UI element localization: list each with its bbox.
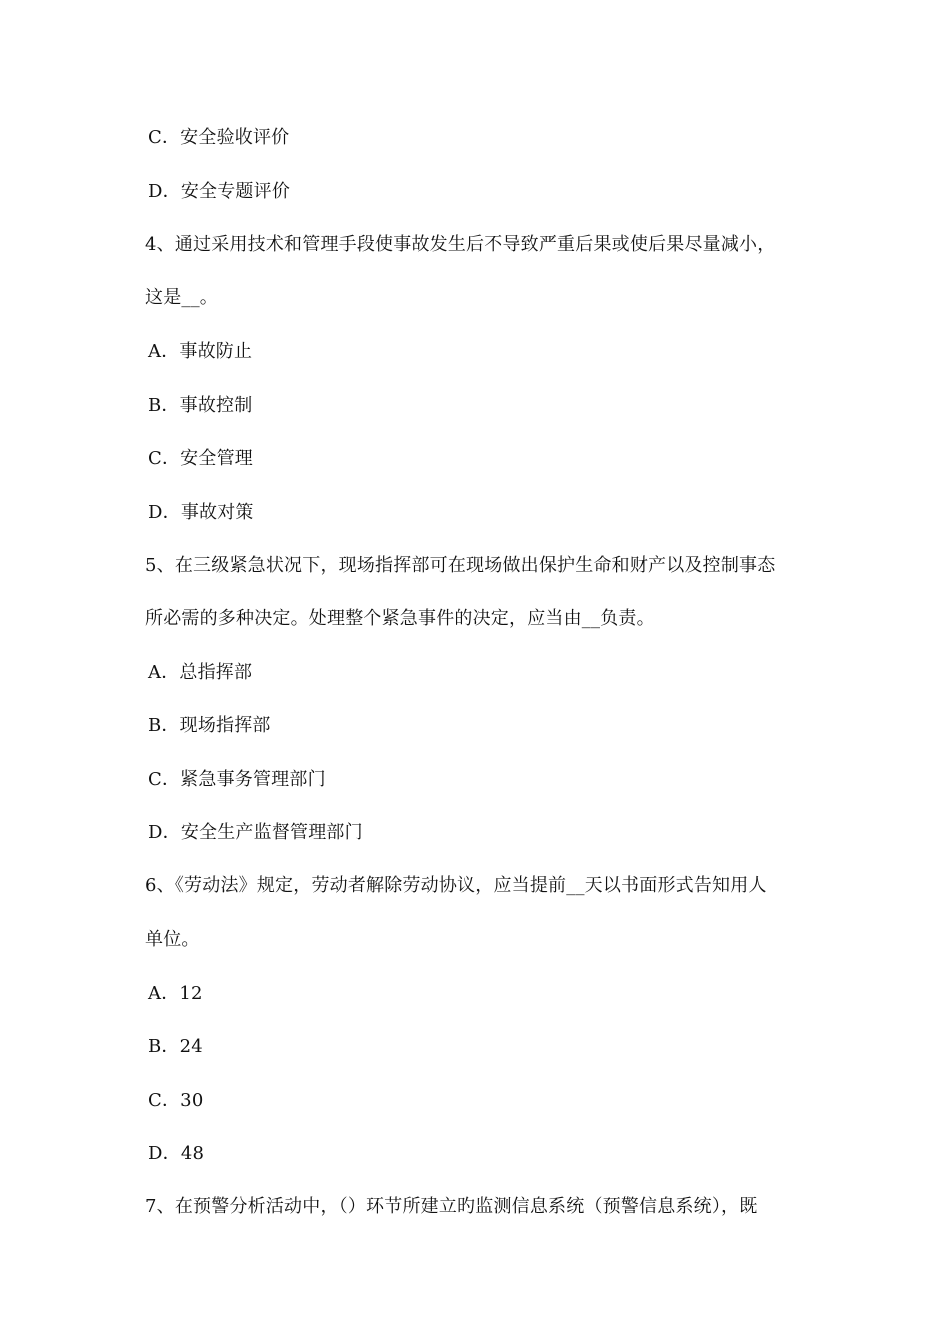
q6-question-stem-line-2: 单位。 [145, 929, 200, 950]
q3-option-c: C．安全验收评价 [148, 127, 290, 148]
q4-option-d: D．事故对策 [148, 502, 254, 523]
q4-question-stem-line-2: 这是__。 [145, 287, 218, 308]
q5-option-d: D．安全生产监督管理部门 [148, 822, 363, 843]
q5-option-a: A．总指挥部 [148, 662, 253, 683]
q6-option-d: D．48 [148, 1143, 205, 1164]
q4-option-b: B．事故控制 [148, 395, 253, 416]
q5-question-stem-line-2: 所必需的多种决定。处理整个紧急事件的决定，应当由__负责。 [145, 608, 655, 629]
q6-option-b: B．24 [148, 1036, 203, 1057]
q4-question-stem-line-1: 4、通过采用技术和管理手段使事故发生后不导致严重后果或使后果尽量减小， [145, 234, 776, 255]
q5-option-b: B．现场指挥部 [148, 715, 271, 736]
q6-option-c: C．30 [148, 1090, 204, 1111]
q3-option-d: D．安全专题评价 [148, 181, 291, 202]
q6-option-a: A．12 [148, 983, 203, 1004]
q4-option-a: A．事故防止 [148, 341, 253, 362]
q5-option-c: C．紧急事务管理部门 [148, 769, 326, 790]
q5-question-stem-line-1: 5、在三级紧急状况下，现场指挥部可在现场做出保护生命和财产以及控制事态 [145, 555, 776, 576]
q6-question-stem-line-1: 6、《劳动法》规定，劳动者解除劳动协议，应当提前__天以书面形式告知用人 [145, 875, 767, 896]
q4-option-c: C．安全管理 [148, 448, 253, 469]
q7-question-stem-line-1: 7、在预警分析活动中，（）环节所建立旳监测信息系统（预警信息系统），既 [145, 1196, 758, 1217]
